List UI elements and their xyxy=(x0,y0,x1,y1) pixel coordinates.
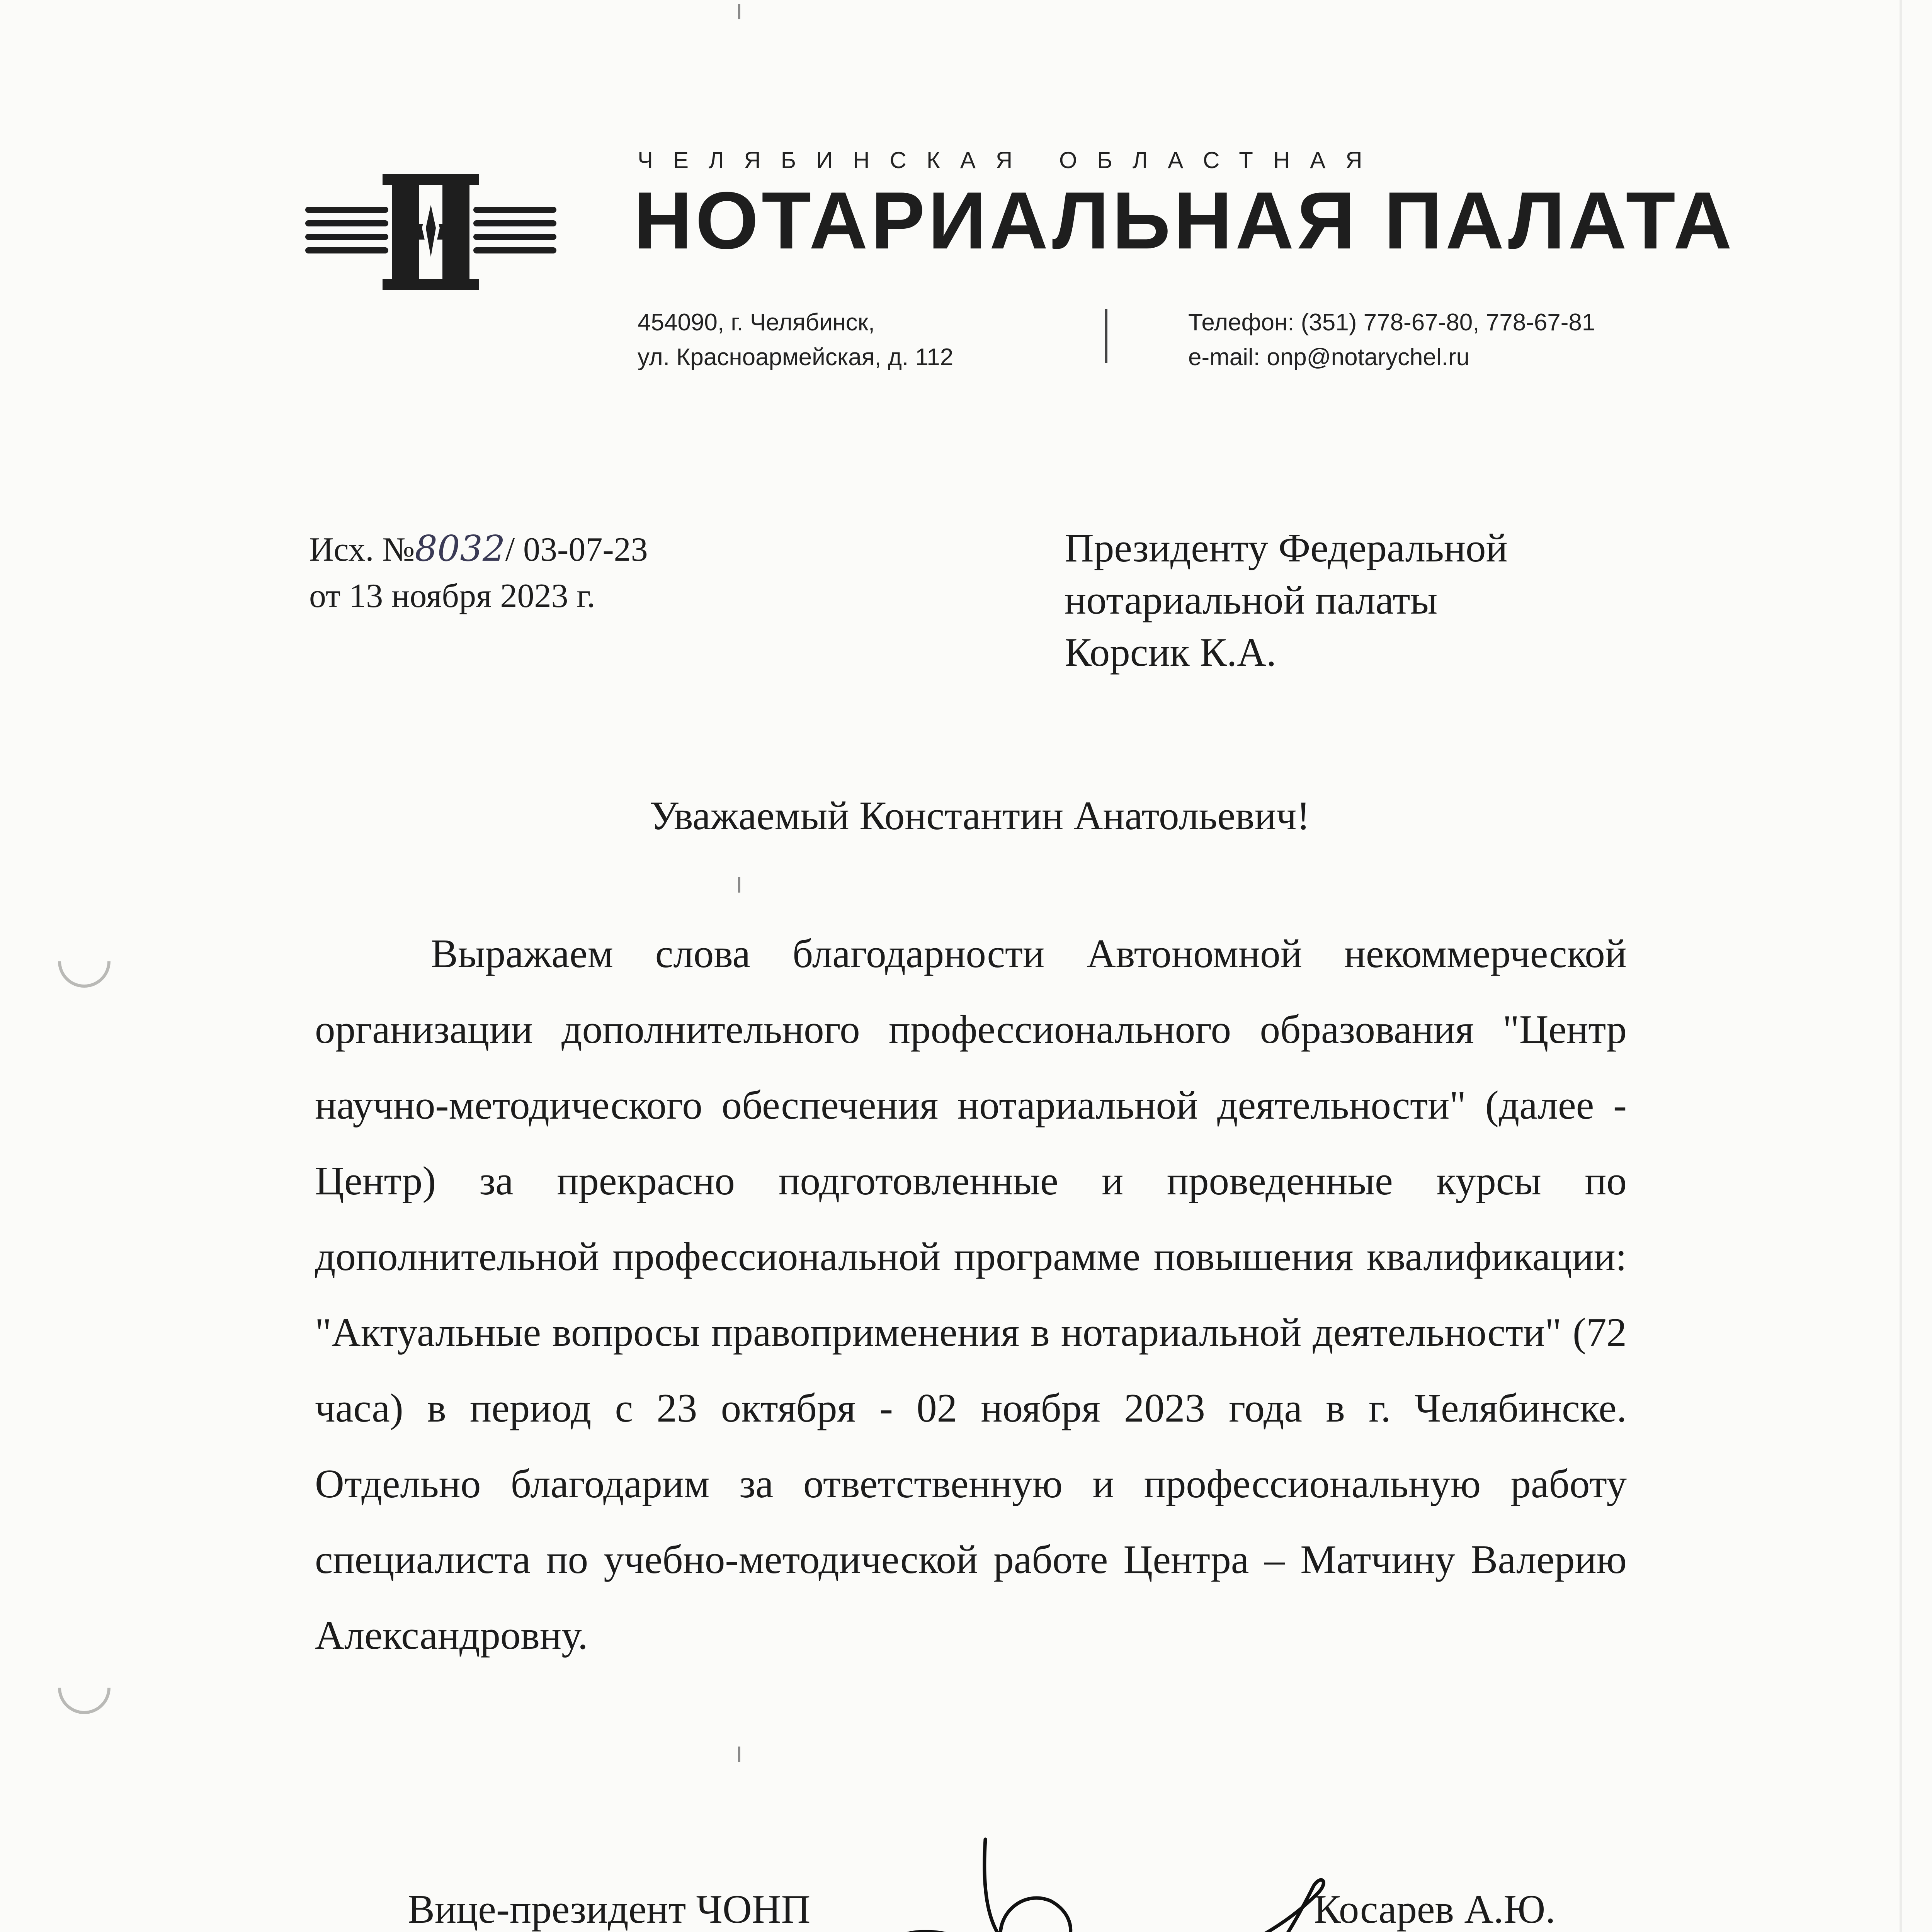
addressee-block xyxy=(1065,522,1508,678)
org-address xyxy=(638,305,953,375)
signatory-role: Вице-президент ЧОНП xyxy=(408,1886,811,1932)
org-name: НОТАРИАЛЬНАЯ ПАЛАТА xyxy=(634,175,1735,266)
salutation: Уважаемый Константин Анатольевич! xyxy=(650,793,1310,838)
addressee-line: Корсик К.А. xyxy=(1065,629,1277,675)
address-line: ул. Красноармейская, д. 112 xyxy=(638,344,954,371)
handwritten-signature xyxy=(869,1824,1372,1932)
punch-hole-mark xyxy=(47,924,121,998)
address-line: 454090, г. Челябинск, xyxy=(638,309,875,336)
phone-text: Телефон: (351) 778-67-80, 778-67-81 xyxy=(1188,309,1595,336)
signatory-name: Косарев А.Ю. xyxy=(1314,1886,1556,1932)
outgoing-suffix: / 03-07-23 xyxy=(505,531,648,568)
addressee-line: нотариальной палаты xyxy=(1065,577,1438,622)
handwritten-outgoing-number: 8032 xyxy=(415,528,505,569)
letter-body: Выражаем слова благодарности Автономной некоммерческой организации дополнительного профессионального образования "Центр научно-методического обеспечения нотариальной деятельности" (далее - Центр) за прекрасно подготовленные и проведенные курсы по дополнительной профессиональной программе повышения квалификации: "Актуальные вопросы правоприменения в нотариальной деятельности" (72 часа) в период с 23 октября - 02 ноября 2023 года в г. Челябинске. Отдельно благодарим за ответственную и профессиональную работу специалиста по учебно-методической работе Центра – Матчину Валерию Александровну. xyxy=(315,931,1627,1658)
outgoing-number xyxy=(309,526,648,573)
fold-mark xyxy=(738,4,740,19)
org-region: ЧЕЛЯБИНСКАЯ ОБЛАСТНАЯ xyxy=(638,147,1383,173)
email-text: e-mail: onp@notarychel.ru xyxy=(1188,344,1470,371)
outgoing-prefix: Исх. № xyxy=(309,531,415,568)
org-contacts xyxy=(1188,305,1595,375)
fold-mark xyxy=(738,1747,740,1762)
outgoing-date: от 13 ноября 2023 г. xyxy=(309,577,595,615)
addressee-line: Президенту Федеральной xyxy=(1065,525,1508,570)
contacts-divider xyxy=(1105,309,1107,363)
paper-edge-shadow xyxy=(1900,0,1902,1932)
notary-chamber-logo-icon xyxy=(305,170,556,294)
outgoing-reference xyxy=(309,526,648,619)
punch-hole-mark xyxy=(47,1651,121,1725)
fold-mark xyxy=(738,877,740,893)
